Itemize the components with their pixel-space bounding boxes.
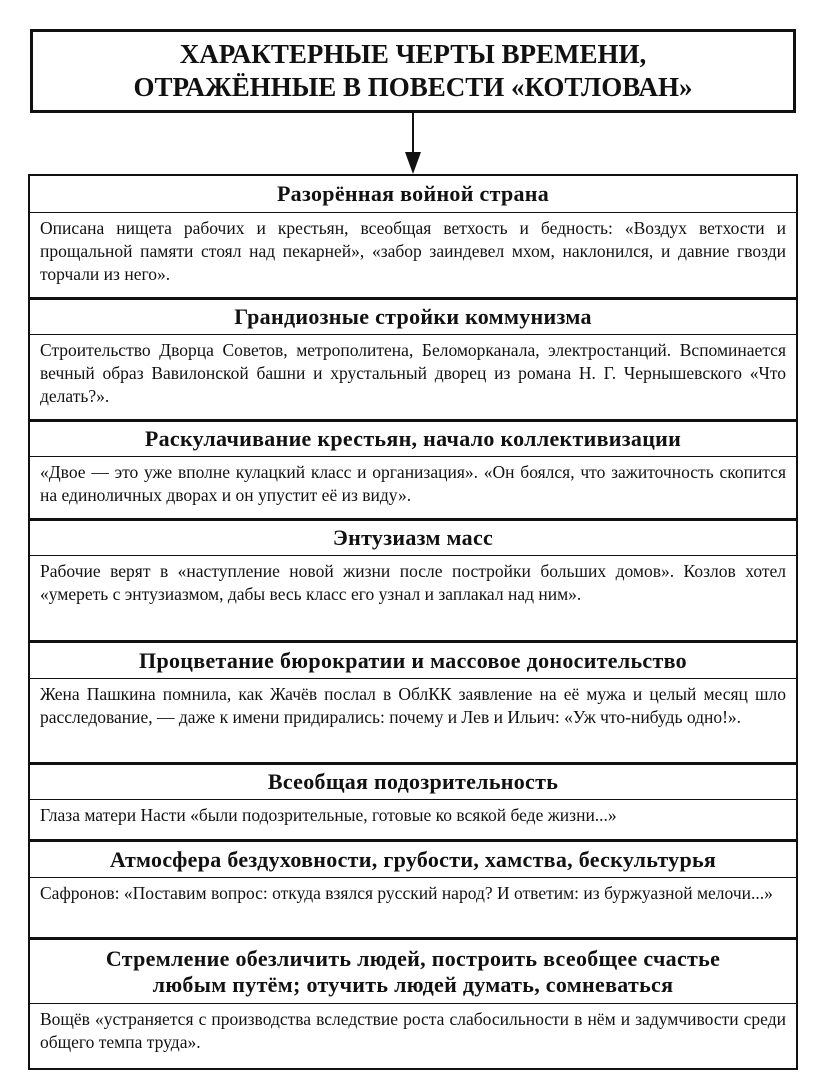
features-table bbox=[28, 174, 798, 1070]
title-line-2: ОТРАЖЁННЫЕ В ПОВЕСТИ «КОТЛОВАН» bbox=[133, 72, 693, 102]
section-heading: Грандиозные стройки коммунизма bbox=[30, 300, 796, 335]
section-text: Рабочие верят в «наступление новой жизни после постройки больших домов». Козлов хотел «умереть с энтузиазмом, дабы весь класс его узнал и заплакал над ним». bbox=[30, 556, 796, 643]
section-text: Вощёв «устраняется с производства вследствие роста слабосильности в нём и задумчивости среди общего темпа труда». bbox=[40, 1009, 786, 1052]
title-box bbox=[30, 29, 796, 113]
section-heading: Раскулачивание крестьян, начало коллективизации bbox=[30, 422, 796, 457]
section-heading: Атмосфера бездуховности, грубости, хамства, бескультурья bbox=[30, 842, 796, 878]
section-text: Строительство Дворца Советов, метрополитена, Беломорканала, электростанций. Вспоминается вечный образ Вавилонской башни и хрустальный дворец из романа Н. Г. Чернышевского «Что делать?». bbox=[30, 335, 796, 422]
section-heading: Процветание бюрократии и массовое доносительство bbox=[30, 643, 796, 679]
section-text: Описана нищета рабочих и крестьян, всеобщая ветхость и бедность: «Воздух ветхости и прощальной памяти стоял над пекарней», «забор заиндевел мхом, наклонился, и давние гвозди торчали из него». bbox=[30, 213, 796, 300]
section-text: Сафронов: «Поставим вопрос: откуда взялся русский народ? И ответим: из буржуазной мелочи...» bbox=[30, 878, 796, 940]
section-text: «Двое — это уже вполне кулацкий класс и организация». «Он боялся, что зажиточность скопится на единоличных дворах и он упустит её из виду». bbox=[30, 457, 796, 521]
arrow-down-icon bbox=[405, 152, 421, 174]
section-heading: Всеобщая подозрительность bbox=[30, 765, 796, 800]
section-heading: Энтузиазм масс bbox=[30, 521, 796, 556]
title-line-1: ХАРАКТЕРНЫЕ ЧЕРТЫ ВРЕМЕНИ, bbox=[179, 39, 647, 69]
section-heading: Разорённая войной страна bbox=[30, 176, 796, 213]
section-text: Глаза матери Насти «были подозрительные, готовые ко всякой беде жизни...» bbox=[30, 800, 796, 842]
section-text: Жена Пашкина помнила, как Жачёв послал в ОблКК заявление на её мужа и целый месяц шло расследование, — даже к имени придирались: почему и Лев и Ильич: «Уж что-нибудь одно!». bbox=[30, 679, 796, 765]
section-heading: Стремление обезличить людей, построить всеобщее счастье любым путём; отучить людей думать, сомневаться bbox=[30, 940, 796, 1004]
